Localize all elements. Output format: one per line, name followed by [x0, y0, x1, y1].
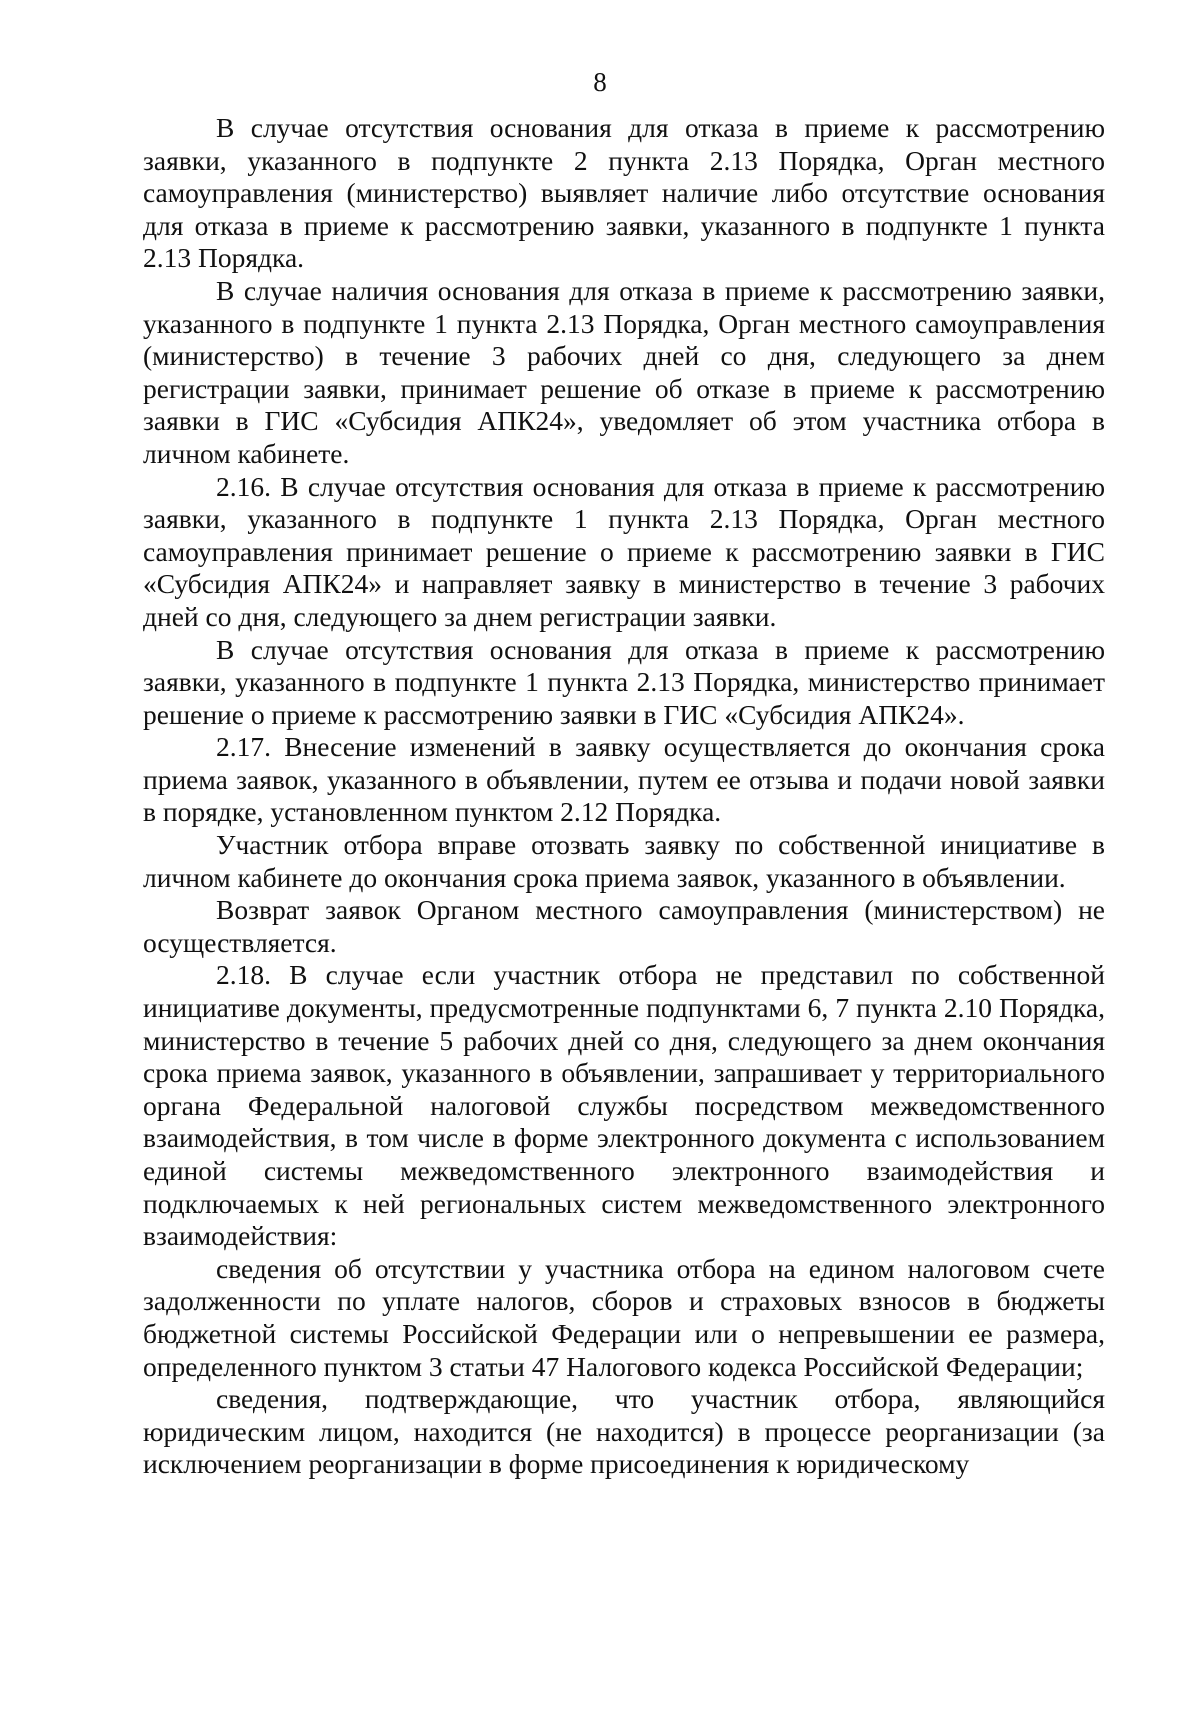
paragraph: Участник отбора вправе отозвать заявку по собственной инициативе в личном кабинете до окончания срока приема заявок, указанного в объявлении.: [143, 829, 1105, 893]
paragraph-2-16: 2.16. В случае отсутствия основания для отказа в приеме к рассмотрению заявки, указанного в подпункте 1 пункта 2.13 Порядка, Орган местного самоуправления принимает решение о приеме к рассмотрению заявки в ГИС «Субсидия АПК24» и направляет заявку в министерство в течение 3 рабочих дней со дня, следующего за днем регистрации заявки.: [143, 470, 1105, 632]
page-number: 8: [593, 67, 607, 97]
paragraph-2-17: 2.17. Внесение изменений в заявку осуществляется до окончания срока приема заявок, указанного в объявлении, путем ее отзыва и подачи новой заявки в порядке, установленном пунктом 2.12 Порядка.: [143, 731, 1105, 828]
paragraph: В случае отсутствия основания для отказа в приеме к рассмотрению заявки, указанного в подпункте 2 пункта 2.13 Порядка, Орган местного самоуправления (министерство) выявляет наличие либо отсутствие основания для отказа в приеме к рассмотрению заявки, указанного в подпункте 1 пункта 2.13 Порядка.: [143, 112, 1105, 274]
paragraph: В случае отсутствия основания для отказа в приеме к рассмотрению заявки, указанного в подпункте 1 пункта 2.13 Порядка, министерство принимает решение о приеме к рассмотрению заявки в ГИС «Субсидия АПК24».: [143, 633, 1105, 730]
paragraph-2-18: 2.18. В случае если участник отбора не представил по собственной инициативе документы, предусмотренные подпунктами 6, 7 пункта 2.10 Порядка, министерство в течение 5 рабочих дней со дня, следующего за днем окончания срока приема заявок, указанного в объявлении, запрашивает у территориального органа Федеральной налоговой службы посредством межведомственного взаимодействия, в том числе в форме электронного документа с использованием единой системы межведомственного электронного взаимодействия и подключаемых к ней региональных систем межведомственного электронного взаимодействия:: [143, 959, 1105, 1252]
paragraph: сведения, подтверждающие, что участник отбора, являющийся юридическим лицом, находится (не находится) в процессе реорганизации (за исключением реорганизации в форме присоединения к юридическому: [143, 1383, 1105, 1480]
paragraph: Возврат заявок Органом местного самоуправления (министерством) не осуществляется.: [143, 894, 1105, 958]
paragraph: сведения об отсутствии у участника отбора на едином налоговом счете задолженности по уплате налогов, сборов и страховых взносов в бюджеты бюджетной системы Российской Федерации или о непревышении ее размера, определенного пунктом 3 статьи 47 Налогового кодекса Российской Федерации;: [143, 1252, 1105, 1382]
paragraph: В случае наличия основания для отказа в приеме к рассмотрению заявки, указанного в подпункте 1 пункта 2.13 Порядка, Орган местного самоуправления (министерство) в течение 3 рабочих дней со дня, следующего за днем регистрации заявки, принимает решение об отказе в приеме к рассмотрению заявки в ГИС «Субсидия АПК24», уведомляет об этом участника отбора в личном кабинете.: [143, 274, 1105, 469]
document-body: [143, 112, 1105, 1481]
